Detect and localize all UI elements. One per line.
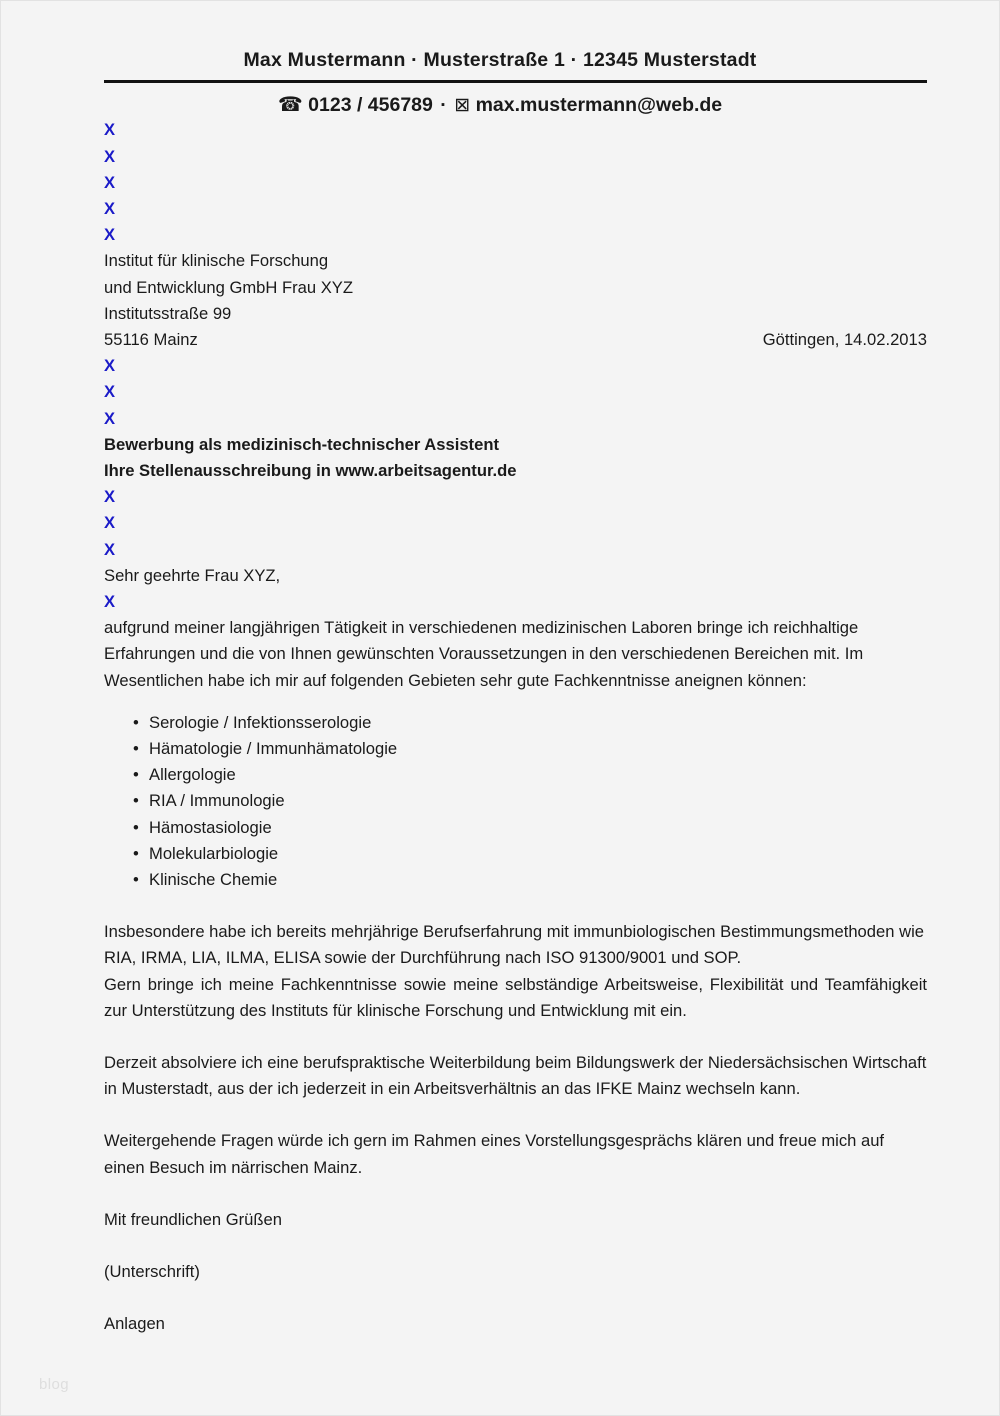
placeholder-x: X [104, 591, 116, 611]
bullet-icon: • [133, 791, 139, 811]
spacer [104, 1285, 927, 1311]
paragraph-training: Derzeit absolviere ich eine berufspraktische Weiterbildung beim Bildungswerk der Niedersächsischen Wirtschaft in Musterstadt, aus der ich jederzeit in ein Arbeitsverhältnis an das IFKE Mainz wechseln kann. [104, 1052, 927, 1099]
bullet-icon: • [133, 817, 139, 837]
paragraph-closing: Weitergehende Fragen würde ich gern im Rahmen eines Vorstellungsgesprächs klären und freue mich auf einen Besuch im närrischen Mainz. [104, 1131, 885, 1177]
recipient-line-2: und Entwicklung GmbH Frau XYZ [104, 277, 354, 297]
letter-date: Göttingen, 14.02.2013 [762, 329, 927, 349]
list-item-label: Serologie / Infektionsserologie [149, 712, 372, 732]
list-item [104, 710, 927, 736]
spacer [104, 1102, 927, 1128]
spacer [104, 1233, 927, 1259]
enclosures-label: Anlagen [104, 1314, 165, 1334]
envelope-icon: ⊠ [454, 95, 471, 117]
subject-line-2: Ihre Stellenausschreibung in www.arbeitsagentur.de [104, 460, 517, 480]
subject-line-1: Bewerbung als medizinisch-technischer Assistent [104, 434, 499, 454]
skills-list [104, 710, 927, 893]
letter-body [104, 117, 927, 1337]
subject-block [104, 432, 927, 484]
recipient-line-4: 55116 Mainz [104, 329, 198, 349]
placeholder-x: X [104, 172, 116, 192]
watermark: blog [39, 1376, 69, 1393]
list-item-label: Klinische Chemie [149, 869, 278, 889]
list-item-label: Molekularbiologie [149, 843, 279, 863]
spacer [104, 1024, 927, 1050]
salutation: Sehr geehrte Frau XYZ, [104, 565, 281, 585]
placeholder-x: X [104, 146, 116, 166]
signature-placeholder: (Unterschrift) [104, 1261, 200, 1281]
recipient-line-1: Institut für klinische Forschung [104, 251, 329, 271]
placeholder-x: X [104, 198, 116, 218]
paragraph-strengths: Gern bringe ich meine Fachkenntnisse sowie meine selbständige Arbeitsweise, Flexibilität und Teamfähigkeit zur Unterstützung des Instituts für klinische Forschung und Entwicklung mit ein. [104, 974, 927, 1020]
list-item [104, 762, 927, 788]
bullet-icon: • [133, 712, 139, 732]
placeholder-x: X [104, 408, 116, 428]
placeholder-x: X [104, 487, 116, 507]
spacer [104, 893, 927, 919]
recipient-line-3: Institutsstraße 99 [104, 303, 232, 323]
bullet-icon: • [133, 843, 139, 863]
placeholder-x: X [104, 382, 116, 402]
recipient-city-and-date-row [104, 327, 927, 353]
list-item [104, 841, 927, 867]
recipient-address [104, 248, 927, 353]
list-item-label: Hämatologie / Immunhämatologie [149, 738, 398, 758]
telephone-icon: ☎ [277, 94, 303, 117]
email-address: max.mustermann@web.de [475, 94, 723, 117]
list-item [104, 815, 927, 841]
list-item-label: Allergologie [149, 765, 236, 785]
bullet-icon: • [133, 869, 139, 889]
list-item-label: Hämostasiologie [149, 817, 272, 837]
letterhead-divider [104, 80, 927, 83]
closing-greeting: Mit freundlichen Grüßen [104, 1209, 283, 1229]
list-item [104, 736, 927, 762]
contact-line [104, 94, 896, 117]
placeholder-x: X [104, 539, 116, 559]
sender-line: Max Mustermann · Musterstraße 1 · 12345 Musterstadt [243, 49, 757, 71]
paragraph-experience: Insbesondere habe ich bereits mehrjährige Berufserfahrung mit immunbiologischen Bestimmungsmethoden wie RIA, IRMA, LIA, ILMA, ELISA sowie der Durchführung nach ISO 91300/9001 und SOP. [104, 922, 924, 968]
phone-number: 0123 / 456789 [308, 94, 433, 117]
placeholder-x: X [104, 225, 116, 245]
letterhead [1, 1, 999, 117]
contact-separator: · [440, 94, 447, 117]
placeholder-x: X [104, 513, 116, 533]
list-item [104, 788, 927, 814]
list-item-label: RIA / Immunologie [149, 791, 285, 811]
bullet-icon: • [133, 765, 139, 785]
letter-page [1, 1, 999, 1415]
spacer [104, 1181, 927, 1207]
placeholder-x: X [104, 356, 116, 376]
bullet-icon: • [133, 738, 139, 758]
paragraph-intro: aufgrund meiner langjährigen Tätigkeit in verschiedenen medizinischen Laboren bringe ich reichhaltige Erfahrungen und die von Ihnen gewünschten Voraussetzungen in den verschiedenen Bereichen mit. Im Wesentlichen habe ich mir auf folgenden Gebieten sehr gute Fachkenntnisse aneignen können: [104, 618, 864, 690]
list-item [104, 867, 927, 893]
placeholder-x: X [104, 120, 116, 140]
